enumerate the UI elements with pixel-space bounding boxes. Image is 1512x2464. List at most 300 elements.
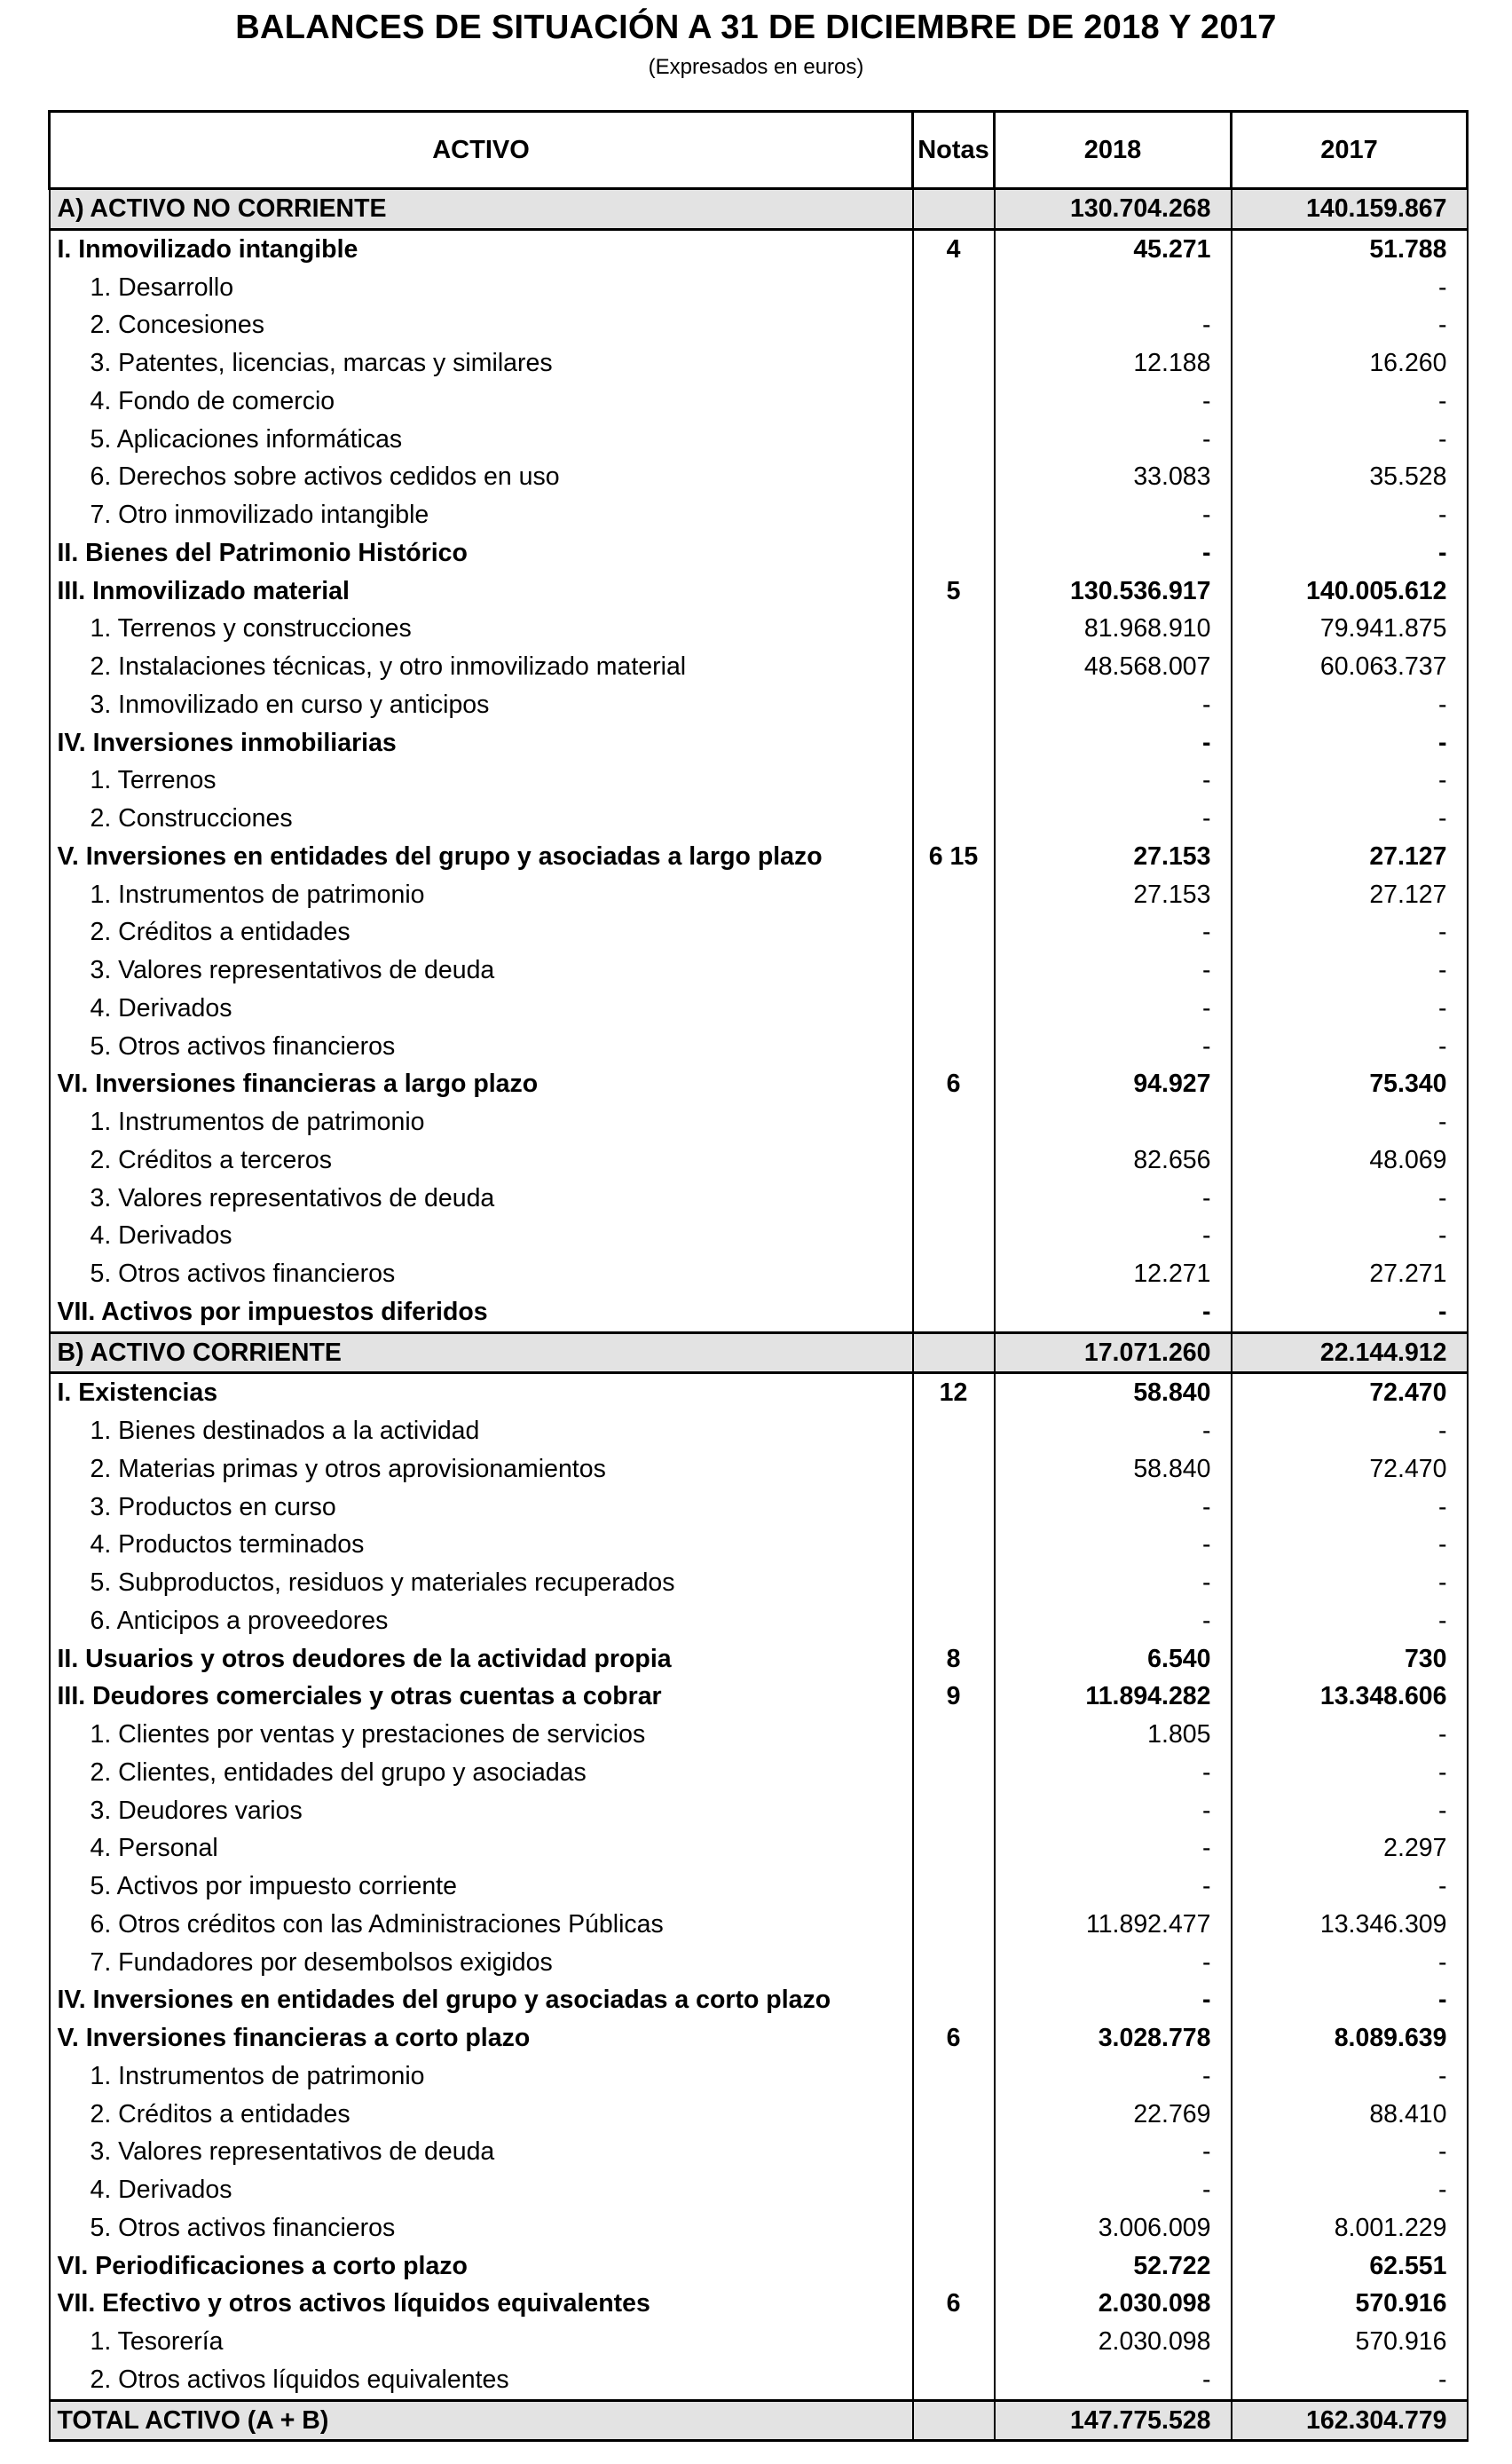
row-value-2017: - [1232, 1981, 1468, 2019]
row-notes [913, 1906, 995, 1944]
row-label: 3. Valores representativos de deuda [50, 1180, 913, 1218]
row-label: V. Inversiones en entidades del grupo y asociadas a largo plazo [50, 838, 913, 876]
row-value-2018: 6.540 [995, 1640, 1232, 1678]
row-label: 2. Otros activos líquidos equivalentes [50, 2361, 913, 2400]
row-notes [913, 1792, 995, 1830]
row-notes [913, 2400, 995, 2441]
row-value-2017: 35.528 [1232, 458, 1468, 496]
table-row [50, 1906, 1468, 1944]
row-notes [913, 2171, 995, 2209]
row-label: 2. Créditos a entidades [50, 2096, 913, 2134]
header-notas: Notas [913, 112, 995, 189]
row-value-2017: - [1232, 2361, 1468, 2400]
row-notes [913, 1602, 995, 1640]
table-row [50, 648, 1468, 686]
row-value-2017: - [1232, 269, 1468, 307]
row-label: 5. Aplicaciones informáticas [50, 421, 913, 459]
row-value-2017: - [1232, 1792, 1468, 1830]
row-label: A) ACTIVO NO CORRIENTE [50, 189, 913, 230]
row-value-2017: - [1232, 1868, 1468, 1906]
row-value-2018: 2.030.098 [995, 2323, 1232, 2361]
row-label: 3. Productos en curso [50, 1489, 913, 1527]
table-row [50, 876, 1468, 914]
row-value-2018: - [995, 1944, 1232, 1982]
heading-row [50, 2285, 1468, 2323]
row-value-2018: - [995, 1412, 1232, 1450]
row-value-2018: 33.083 [995, 458, 1232, 496]
row-label: 1. Terrenos [50, 762, 913, 800]
row-value-2017: - [1232, 762, 1468, 800]
row-value-2017: - [1232, 1754, 1468, 1792]
row-label: II. Usuarios y otros deudores de la actividad propia [50, 1640, 913, 1678]
row-value-2018: - [995, 2171, 1232, 2209]
row-value-2017: - [1232, 952, 1468, 990]
row-value-2017: - [1232, 306, 1468, 344]
row-label: 4. Productos terminados [50, 1526, 913, 1564]
heading-row [50, 2247, 1468, 2286]
table-row [50, 1255, 1468, 1293]
row-label: 1. Tesorería [50, 2323, 913, 2361]
row-value-2017: - [1232, 724, 1468, 762]
row-label: 3. Valores representativos de deuda [50, 952, 913, 990]
row-notes [913, 1754, 995, 1792]
row-label: 2. Instalaciones técnicas, y otro inmovilizado material [50, 648, 913, 686]
row-notes [913, 421, 995, 459]
row-notes [913, 2096, 995, 2134]
row-label: VII. Activos por impuestos diferidos [50, 1293, 913, 1332]
row-label: VI. Inversiones financieras a largo plazo [50, 1065, 913, 1103]
row-label: 6. Anticipos a proveedores [50, 1602, 913, 1640]
row-notes: 6 [913, 2019, 995, 2057]
table-row [50, 990, 1468, 1028]
table-row [50, 383, 1468, 421]
row-value-2018: 48.568.007 [995, 648, 1232, 686]
row-value-2018: 1.805 [995, 1716, 1232, 1754]
row-label: V. Inversiones financieras a corto plazo [50, 2019, 913, 2057]
table-row [50, 1450, 1468, 1489]
row-notes [913, 1868, 995, 1906]
row-label: III. Deudores comerciales y otras cuentas a cobrar [50, 1678, 913, 1716]
table-row [50, 344, 1468, 383]
row-notes [913, 648, 995, 686]
row-value-2018: - [995, 1217, 1232, 1255]
row-notes [913, 800, 995, 838]
table-row [50, 1217, 1468, 1255]
table-row [50, 952, 1468, 990]
row-value-2017: - [1232, 1412, 1468, 1450]
row-value-2017: 8.089.639 [1232, 2019, 1468, 2057]
row-value-2017: - [1232, 2171, 1468, 2209]
row-value-2018: 130.536.917 [995, 573, 1232, 611]
row-label: 3. Valores representativos de deuda [50, 2133, 913, 2171]
table-row [50, 1489, 1468, 1527]
row-notes [913, 383, 995, 421]
header-row [50, 112, 1468, 189]
table-row [50, 2057, 1468, 2096]
table-row [50, 2361, 1468, 2400]
header-year-2017: 2017 [1232, 112, 1468, 189]
table-row [50, 1792, 1468, 1830]
table-row [50, 762, 1468, 800]
row-notes [913, 1564, 995, 1602]
row-label: 1. Instrumentos de patrimonio [50, 2057, 913, 2096]
row-value-2017: 162.304.779 [1232, 2400, 1468, 2441]
table-row [50, 1602, 1468, 1640]
row-value-2017: 22.144.912 [1232, 1332, 1468, 1373]
total-row [50, 2400, 1468, 2441]
row-value-2017: - [1232, 686, 1468, 724]
row-value-2018 [995, 1103, 1232, 1141]
table-header [50, 112, 1468, 189]
row-value-2017: 27.271 [1232, 1255, 1468, 1293]
row-value-2018: 147.775.528 [995, 2400, 1232, 2441]
row-label: 7. Otro inmovilizado intangible [50, 496, 913, 534]
row-label: 2. Materias primas y otros aprovisionamientos [50, 1450, 913, 1489]
table-row [50, 1716, 1468, 1754]
row-value-2018: - [995, 724, 1232, 762]
row-value-2018: 130.704.268 [995, 189, 1232, 230]
row-label: 4. Derivados [50, 990, 913, 1028]
section-row [50, 1332, 1468, 1373]
row-value-2018 [995, 269, 1232, 307]
row-value-2018: 27.153 [995, 838, 1232, 876]
row-notes [913, 1332, 995, 1373]
row-notes [913, 458, 995, 496]
table-row [50, 2096, 1468, 2134]
row-label: 5. Subproductos, residuos y materiales recuperados [50, 1564, 913, 1602]
heading-row [50, 1678, 1468, 1716]
row-value-2018: - [995, 1028, 1232, 1066]
row-label: B) ACTIVO CORRIENTE [50, 1332, 913, 1373]
table-row [50, 1868, 1468, 1906]
row-value-2018: - [995, 913, 1232, 952]
table-row [50, 458, 1468, 496]
row-label: 1. Terrenos y construcciones [50, 610, 913, 648]
row-value-2018: 12.188 [995, 344, 1232, 383]
row-label: 4. Derivados [50, 2171, 913, 2209]
row-value-2017: 16.260 [1232, 344, 1468, 383]
row-notes: 9 [913, 1678, 995, 1716]
row-value-2017: - [1232, 1526, 1468, 1564]
table-row [50, 2171, 1468, 2209]
row-value-2017: 75.340 [1232, 1065, 1468, 1103]
row-label: 2. Créditos a entidades [50, 913, 913, 952]
row-notes [913, 952, 995, 990]
row-notes [913, 534, 995, 573]
row-notes [913, 2247, 995, 2286]
row-notes [913, 913, 995, 952]
row-label: IV. Inversiones en entidades del grupo y asociadas a corto plazo [50, 1981, 913, 2019]
row-label: 5. Otros activos financieros [50, 2209, 913, 2247]
table-row [50, 1103, 1468, 1141]
row-value-2017: - [1232, 1180, 1468, 1218]
row-notes [913, 1716, 995, 1754]
row-label: 2. Créditos a terceros [50, 1141, 913, 1180]
row-label: TOTAL ACTIVO (A + B) [50, 2400, 913, 2441]
row-value-2018: - [995, 1792, 1232, 1830]
row-label: 4. Fondo de comercio [50, 383, 913, 421]
row-label: 6. Derechos sobre activos cedidos en uso [50, 458, 913, 496]
header-year-2018: 2018 [995, 112, 1232, 189]
row-notes [913, 686, 995, 724]
row-label: I. Existencias [50, 1373, 913, 1412]
row-notes [913, 876, 995, 914]
row-value-2017: - [1232, 1293, 1468, 1332]
row-value-2018: - [995, 2057, 1232, 2096]
row-label: 7. Fundadores por desembolsos exigidos [50, 1944, 913, 1982]
section-row [50, 189, 1468, 230]
row-value-2018: - [995, 990, 1232, 1028]
row-value-2018: - [995, 686, 1232, 724]
row-value-2018: 81.968.910 [995, 610, 1232, 648]
row-value-2018: 45.271 [995, 229, 1232, 268]
heading-row [50, 2019, 1468, 2057]
heading-row [50, 724, 1468, 762]
row-value-2017: - [1232, 2133, 1468, 2171]
row-value-2017: 51.788 [1232, 229, 1468, 268]
heading-row [50, 1640, 1468, 1678]
row-notes [913, 2323, 995, 2361]
row-value-2017: - [1232, 1716, 1468, 1754]
table-row [50, 1028, 1468, 1066]
row-label: VI. Periodificaciones a corto plazo [50, 2247, 913, 2286]
row-notes [913, 1526, 995, 1564]
table-row [50, 269, 1468, 307]
row-value-2017: - [1232, 421, 1468, 459]
row-label: 1. Instrumentos de patrimonio [50, 1103, 913, 1141]
row-notes [913, 1489, 995, 1527]
table-row [50, 1141, 1468, 1180]
row-notes [913, 1141, 995, 1180]
row-value-2017: 140.159.867 [1232, 189, 1468, 230]
table-row [50, 1412, 1468, 1450]
row-notes [913, 1028, 995, 1066]
table-row [50, 421, 1468, 459]
table-body [50, 189, 1468, 2441]
table-row [50, 2133, 1468, 2171]
row-value-2017: 48.069 [1232, 1141, 1468, 1180]
row-notes [913, 1981, 995, 2019]
row-notes [913, 990, 995, 1028]
row-value-2018: - [995, 2133, 1232, 2171]
table-row [50, 1526, 1468, 1564]
header-activo: ACTIVO [50, 112, 913, 189]
row-value-2018: 3.006.009 [995, 2209, 1232, 2247]
row-label: 5. Otros activos financieros [50, 1255, 913, 1293]
row-value-2017: 72.470 [1232, 1450, 1468, 1489]
balance-sheet-table [48, 110, 1469, 2442]
row-label: 3. Inmovilizado en curso y anticipos [50, 686, 913, 724]
row-value-2018: - [995, 2361, 1232, 2400]
document-subtitle: (Expresados en euros) [648, 55, 864, 79]
row-value-2017: 2.297 [1232, 1829, 1468, 1868]
row-value-2017: - [1232, 496, 1468, 534]
row-notes [913, 2057, 995, 2096]
row-value-2017: - [1232, 1602, 1468, 1640]
table-row [50, 610, 1468, 648]
row-notes: 6 [913, 2285, 995, 2323]
row-value-2017: - [1232, 2057, 1468, 2096]
row-value-2018: 82.656 [995, 1141, 1232, 1180]
row-value-2018: 58.840 [995, 1373, 1232, 1412]
row-value-2018: - [995, 952, 1232, 990]
row-value-2017: 730 [1232, 1640, 1468, 1678]
row-value-2018: 27.153 [995, 876, 1232, 914]
row-value-2017: 62.551 [1232, 2247, 1468, 2286]
table-row [50, 686, 1468, 724]
row-label: 1. Desarrollo [50, 269, 913, 307]
row-notes [913, 496, 995, 534]
row-value-2018: - [995, 306, 1232, 344]
row-value-2017: 79.941.875 [1232, 610, 1468, 648]
row-value-2018: 17.071.260 [995, 1332, 1232, 1373]
row-notes [913, 1412, 995, 1450]
row-value-2018: - [995, 762, 1232, 800]
row-value-2017: - [1232, 1217, 1468, 1255]
row-value-2017: - [1232, 913, 1468, 952]
row-value-2017: - [1232, 383, 1468, 421]
row-label: 2. Construcciones [50, 800, 913, 838]
row-notes: 8 [913, 1640, 995, 1678]
row-value-2017: 570.916 [1232, 2323, 1468, 2361]
heading-row [50, 229, 1468, 268]
row-label: 1. Bienes destinados a la actividad [50, 1412, 913, 1450]
row-value-2017: 88.410 [1232, 2096, 1468, 2134]
row-label: 4. Derivados [50, 1217, 913, 1255]
row-value-2017: - [1232, 1103, 1468, 1141]
row-value-2017: 140.005.612 [1232, 573, 1468, 611]
table-row [50, 1829, 1468, 1868]
row-notes [913, 1180, 995, 1218]
row-value-2018: - [995, 1526, 1232, 1564]
row-label: 1. Clientes por ventas y prestaciones de servicios [50, 1716, 913, 1754]
row-notes [913, 189, 995, 230]
row-value-2018: 2.030.098 [995, 2285, 1232, 2323]
row-notes [913, 1944, 995, 1982]
row-value-2018: - [995, 1293, 1232, 1332]
row-label: 4. Personal [50, 1829, 913, 1868]
row-label: 2. Concesiones [50, 306, 913, 344]
row-value-2018: - [995, 383, 1232, 421]
row-value-2018: - [995, 800, 1232, 838]
row-value-2017: - [1232, 534, 1468, 573]
row-label: 5. Otros activos financieros [50, 1028, 913, 1066]
row-notes [913, 344, 995, 383]
table-row [50, 1564, 1468, 1602]
row-notes [913, 762, 995, 800]
table-row [50, 306, 1468, 344]
row-notes: 6 15 [913, 838, 995, 876]
row-value-2018: - [995, 1829, 1232, 1868]
row-value-2018: - [995, 1489, 1232, 1527]
row-value-2017: - [1232, 1564, 1468, 1602]
row-value-2018: - [995, 534, 1232, 573]
table-row [50, 800, 1468, 838]
table-row [50, 913, 1468, 952]
heading-row [50, 573, 1468, 611]
row-label: 3. Deudores varios [50, 1792, 913, 1830]
row-value-2017: - [1232, 1489, 1468, 1527]
row-notes [913, 1829, 995, 1868]
row-value-2018: - [995, 1754, 1232, 1792]
row-notes [913, 1450, 995, 1489]
table-row [50, 2323, 1468, 2361]
row-notes [913, 1293, 995, 1332]
heading-row [50, 838, 1468, 876]
row-notes [913, 1255, 995, 1293]
row-value-2017: 60.063.737 [1232, 648, 1468, 686]
row-value-2018: - [995, 496, 1232, 534]
table-row [50, 2209, 1468, 2247]
row-label: IV. Inversiones inmobiliarias [50, 724, 913, 762]
row-label: 6. Otros créditos con las Administraciones Públicas [50, 1906, 913, 1944]
row-notes [913, 724, 995, 762]
row-value-2018: - [995, 1180, 1232, 1218]
row-value-2017: 27.127 [1232, 876, 1468, 914]
row-label: 1. Instrumentos de patrimonio [50, 876, 913, 914]
row-notes [913, 2209, 995, 2247]
row-value-2017: - [1232, 1028, 1468, 1066]
row-value-2017: 570.916 [1232, 2285, 1468, 2323]
row-value-2017: 72.470 [1232, 1373, 1468, 1412]
row-value-2018: 3.028.778 [995, 2019, 1232, 2057]
row-notes [913, 2133, 995, 2171]
table-row [50, 1180, 1468, 1218]
row-label: 3. Patentes, licencias, marcas y similares [50, 344, 913, 383]
row-notes [913, 306, 995, 344]
row-value-2018: - [995, 421, 1232, 459]
row-value-2018: - [995, 1868, 1232, 1906]
row-value-2018: 58.840 [995, 1450, 1232, 1489]
document-title: BALANCES DE SITUACIÓN A 31 DE DICIEMBRE DE 2018 Y 2017 [235, 9, 1277, 46]
row-notes [913, 610, 995, 648]
row-label: III. Inmovilizado material [50, 573, 913, 611]
row-value-2017: - [1232, 800, 1468, 838]
heading-row [50, 1981, 1468, 2019]
row-label: II. Bienes del Patrimonio Histórico [50, 534, 913, 573]
row-value-2017: 27.127 [1232, 838, 1468, 876]
row-value-2017: - [1232, 1944, 1468, 1982]
heading-row [50, 1293, 1468, 1332]
row-notes [913, 1103, 995, 1141]
table-row [50, 496, 1468, 534]
row-value-2018: 52.722 [995, 2247, 1232, 2286]
row-notes: 5 [913, 573, 995, 611]
row-value-2018: 12.271 [995, 1255, 1232, 1293]
row-label: 2. Clientes, entidades del grupo y asociadas [50, 1754, 913, 1792]
table-row [50, 1944, 1468, 1982]
row-value-2017: - [1232, 990, 1468, 1028]
row-notes: 4 [913, 229, 995, 268]
heading-row [50, 1065, 1468, 1103]
row-value-2018: 94.927 [995, 1065, 1232, 1103]
row-value-2018: 22.769 [995, 2096, 1232, 2134]
row-label: I. Inmovilizado intangible [50, 229, 913, 268]
row-value-2017: 8.001.229 [1232, 2209, 1468, 2247]
row-notes [913, 269, 995, 307]
row-notes: 12 [913, 1373, 995, 1412]
row-label: 5. Activos por impuesto corriente [50, 1868, 913, 1906]
row-notes [913, 1217, 995, 1255]
row-value-2018: 11.894.282 [995, 1678, 1232, 1716]
heading-row [50, 534, 1468, 573]
row-label: VII. Efectivo y otros activos líquidos equivalentes [50, 2285, 913, 2323]
row-notes: 6 [913, 1065, 995, 1103]
table-row [50, 1754, 1468, 1792]
row-value-2017: 13.348.606 [1232, 1678, 1468, 1716]
row-value-2018: - [995, 1981, 1232, 2019]
row-value-2018: - [995, 1602, 1232, 1640]
